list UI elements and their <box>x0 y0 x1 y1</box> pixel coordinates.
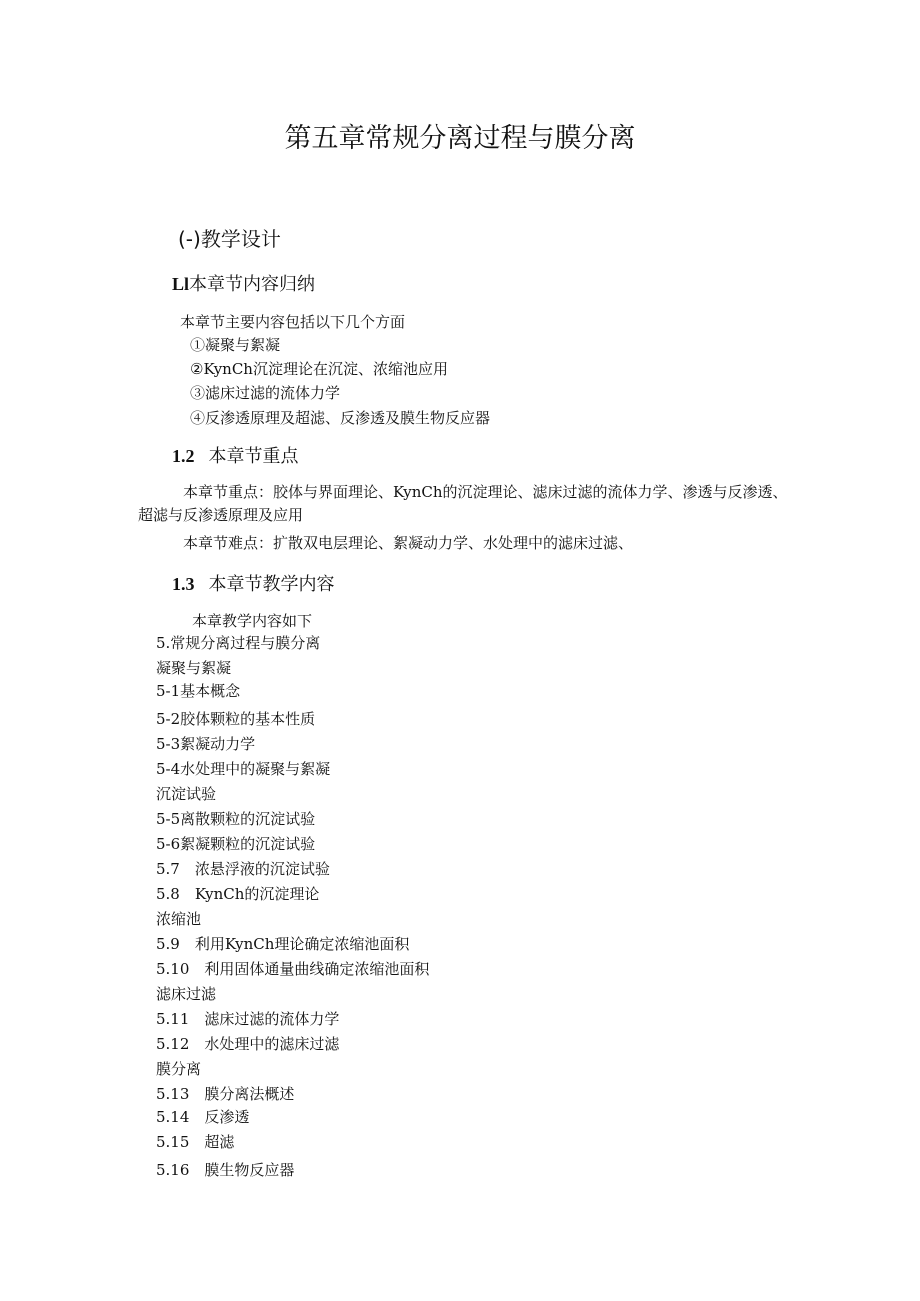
content-line: 5-1基本概念 <box>156 682 241 700</box>
content-line: 5.8 KynCh的沉淀理论 <box>156 885 320 903</box>
content-line: 5.13 膜分离法概述 <box>156 1085 295 1103</box>
key-points-paragraph: 本章节重点：胶体与界面理论、KynCh的沉淀理论、滤床过滤的流体力学、渗透与反渗透、超滤与反渗透原理及应用 <box>138 483 788 524</box>
summary-item: ④反渗透原理及超滤、反渗透及膜生物反应器 <box>190 409 491 427</box>
content-line: 5-3絮凝动力学 <box>156 735 256 753</box>
difficult-points: 本章节难点：扩散双电层理论、絮凝动力学、水处理中的滤床过滤、 <box>183 534 634 552</box>
content-line: 滤床过滤 <box>156 985 217 1003</box>
heading-number: 1.3 <box>172 574 195 594</box>
summary-item: ②KynCh沉淀理论在沉淀、浓缩池应用 <box>190 360 448 378</box>
summary-intro: 本章节主要内容包括以下几个方面 <box>180 313 406 331</box>
heading-text: 本章节内容归纳 <box>189 274 316 295</box>
content-line: 5-6絮凝颗粒的沉淀试验 <box>156 835 316 853</box>
content-line: 沉淀试验 <box>156 785 217 803</box>
heading-1-2 <box>172 442 299 468</box>
content-line: 5-4水处理中的凝聚与絮凝 <box>156 760 331 778</box>
content-line: 5.常规分离过程与膜分离 <box>156 634 321 652</box>
heading-number: 1.2 <box>172 446 195 466</box>
heading-1-1 <box>172 270 315 296</box>
content-line: 凝聚与絮凝 <box>156 659 232 677</box>
content-line: 5.9 利用KynCh理论确定浓缩池面积 <box>156 935 410 953</box>
content-line: 5.10 利用固体通量曲线确定浓缩池面积 <box>156 960 430 978</box>
content-line: 5.11 滤床过滤的流体力学 <box>156 1010 340 1028</box>
heading-number: Ll <box>172 274 190 294</box>
content-line: 浓缩池 <box>156 910 202 928</box>
page-title: 第五章常规分离过程与膜分离 <box>284 123 636 154</box>
content-intro: 本章教学内容如下 <box>192 612 313 630</box>
heading-text: 本章节重点 <box>208 446 299 467</box>
section-teaching-design: (-)教学设计 <box>178 227 281 251</box>
content-line: 5-2胶体颗粒的基本性质 <box>156 710 316 728</box>
content-line: 5.15 超滤 <box>156 1133 235 1151</box>
summary-item: ①凝聚与絮凝 <box>190 336 281 354</box>
content-line: 膜分离 <box>156 1060 202 1078</box>
heading-1-3 <box>172 570 335 596</box>
content-line: 5.7 浓悬浮液的沉淀试验 <box>156 860 330 878</box>
summary-item: ③滤床过滤的流体力学 <box>190 384 341 402</box>
content-line: 5.12 水处理中的滤床过滤 <box>156 1035 340 1053</box>
content-line: 5.14 反渗透 <box>156 1108 250 1126</box>
heading-text: 本章节教学内容 <box>208 574 335 595</box>
content-line: 5.16 膜生物反应器 <box>156 1161 295 1179</box>
content-line: 5-5离散颗粒的沉淀试验 <box>156 810 316 828</box>
